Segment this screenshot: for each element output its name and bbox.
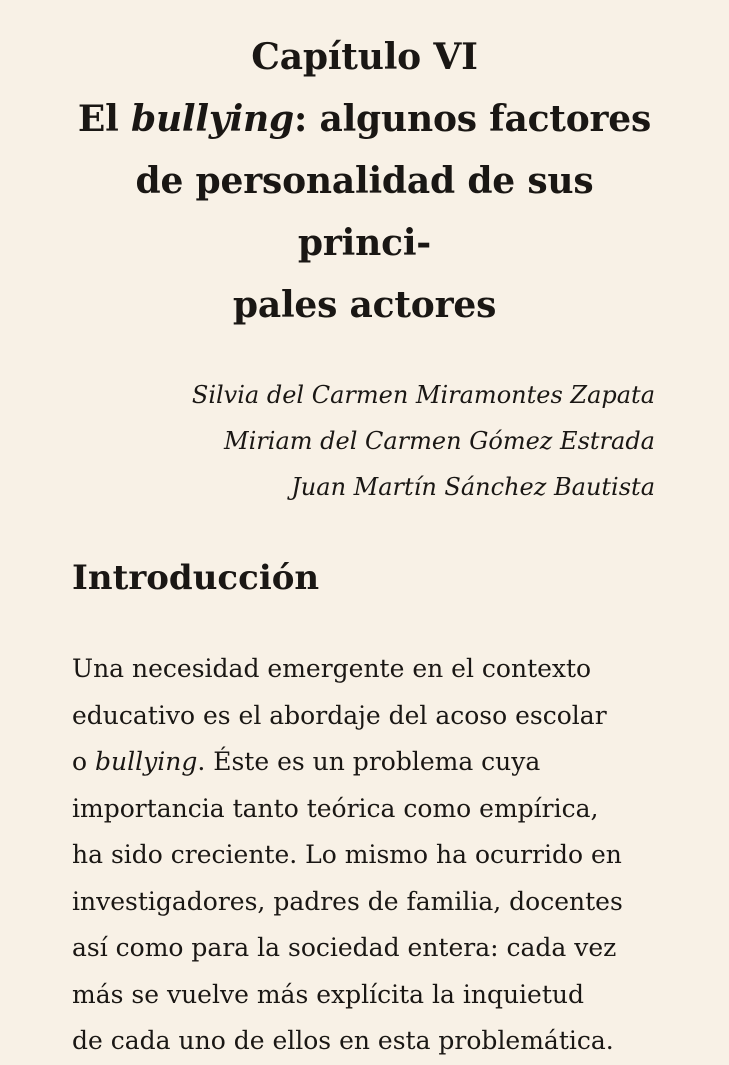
paragraph-line: de cada uno de ellos en esta problemática. [72,1026,614,1055]
author-name: Juan Martín Sánchez Bautista [291,473,655,501]
body-paragraph [72,646,657,1065]
paragraph-line: investigadores, padres de familia, docentes [72,886,623,916]
chapter-label: Capítulo VI [251,36,478,78]
paragraph-line: Una necesidad emergente en el contexto [72,654,592,683]
italic-term: bullying [95,747,198,776]
paragraph-line: así como para la sociedad entera: cada vez [72,933,617,962]
title-prefix: El [77,98,131,140]
section-heading: Introducción [72,558,320,598]
title-rest: : algunos factores [294,98,652,140]
paragraph-line: importancia tanto teórica como empírica, [72,793,599,823]
chapter-title [72,0,657,336]
paragraph-line: ha sido creciente. Lo mismo ha ocurrido en [72,840,622,869]
paragraph-line: más se vuelve más explícita la inquietud [72,979,584,1009]
chapter-title-line-1 [72,88,657,150]
author-name: Miriam del Carmen Gómez Estrada [224,427,655,455]
paragraph-line: educativo es el abordaje del acoso escolar [72,700,607,730]
chapter-title-line-2: de personalidad de sus princi- [135,160,594,264]
author-name: Silvia del Carmen Miramontes Zapata [191,381,655,409]
author-list [72,372,657,510]
title-italic-term: bullying [130,98,295,140]
line-rest: . Éste es un problema cuya [197,747,541,776]
paragraph-line [72,739,657,786]
chapter-title-line-3: pales actores [232,284,497,326]
line-prefix: o [72,747,95,776]
